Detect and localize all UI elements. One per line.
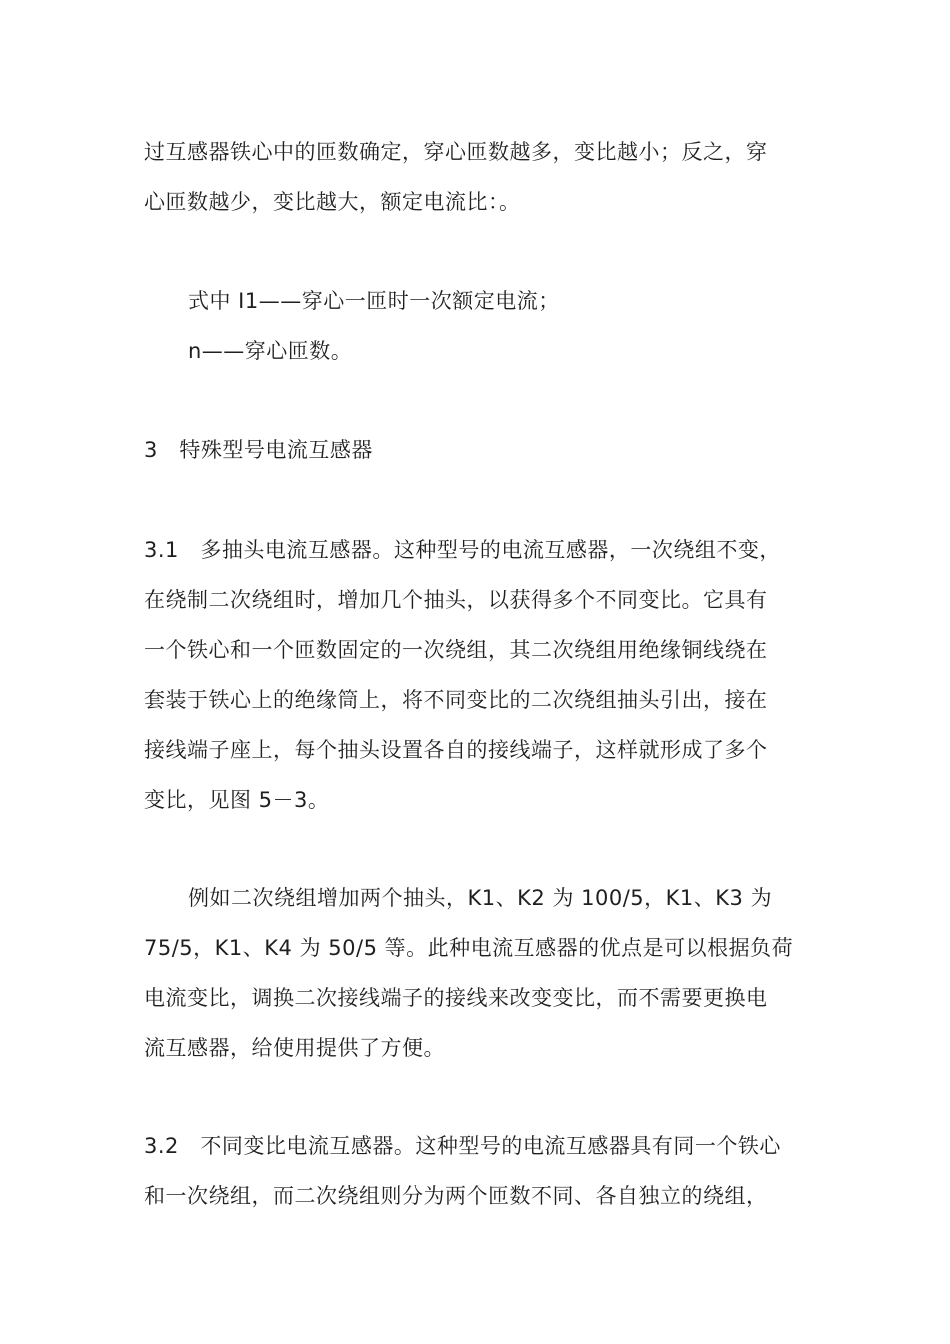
formula-note-line: n——穿心匝数。	[188, 339, 353, 363]
section-heading: 3 特殊型号电流互感器	[144, 438, 373, 462]
paragraph-line: 过互感器铁心中的匝数确定，穿心匝数越多，变比越小；反之，穿	[144, 140, 768, 164]
paragraph-line: 在绕制二次绕组时，增加几个抽头，以获得多个不同变比。它具有	[144, 588, 768, 612]
formula-note-line: 式中 I1——穿心一匝时一次额定电流；	[188, 289, 560, 313]
paragraph-line: 一个铁心和一个匝数固定的一次绕组，其二次绕组用绝缘铜线绕在	[144, 638, 768, 662]
paragraph-line: 75/5，K1、K4 为 50/5 等。此种电流互感器的优点是可以根据负荷	[144, 936, 794, 960]
paragraph-line: 套装于铁心上的绝缘筒上，将不同变比的二次绕组抽头引出，接在	[144, 688, 768, 712]
paragraph-line: 例如二次绕组增加两个抽头，K1、K2 为 100/5，K1、K3 为	[188, 886, 773, 910]
paragraph-line: 心匝数越少，变比越大，额定电流比：。	[144, 190, 521, 214]
paragraph-line: 电流变比，调换二次接线端子的接线来改变变比，而不需要更换电	[144, 986, 768, 1010]
paragraph-line: 3.1 多抽头电流互感器。这种型号的电流互感器，一次绕组不变，	[144, 538, 781, 562]
paragraph-line: 接线端子座上，每个抽头设置各自的接线端子，这样就形成了多个	[144, 738, 768, 762]
paragraph-line: 流互感器，给使用提供了方便。	[144, 1036, 445, 1060]
paragraph-line: 3.2 不同变比电流互感器。这种型号的电流互感器具有同一个铁心	[144, 1134, 781, 1158]
paragraph-line: 变比，见图 5－3。	[144, 788, 330, 812]
paragraph-line: 和一次绕组，而二次绕组则分为两个匝数不同、各自独立的绕组，	[144, 1184, 768, 1208]
